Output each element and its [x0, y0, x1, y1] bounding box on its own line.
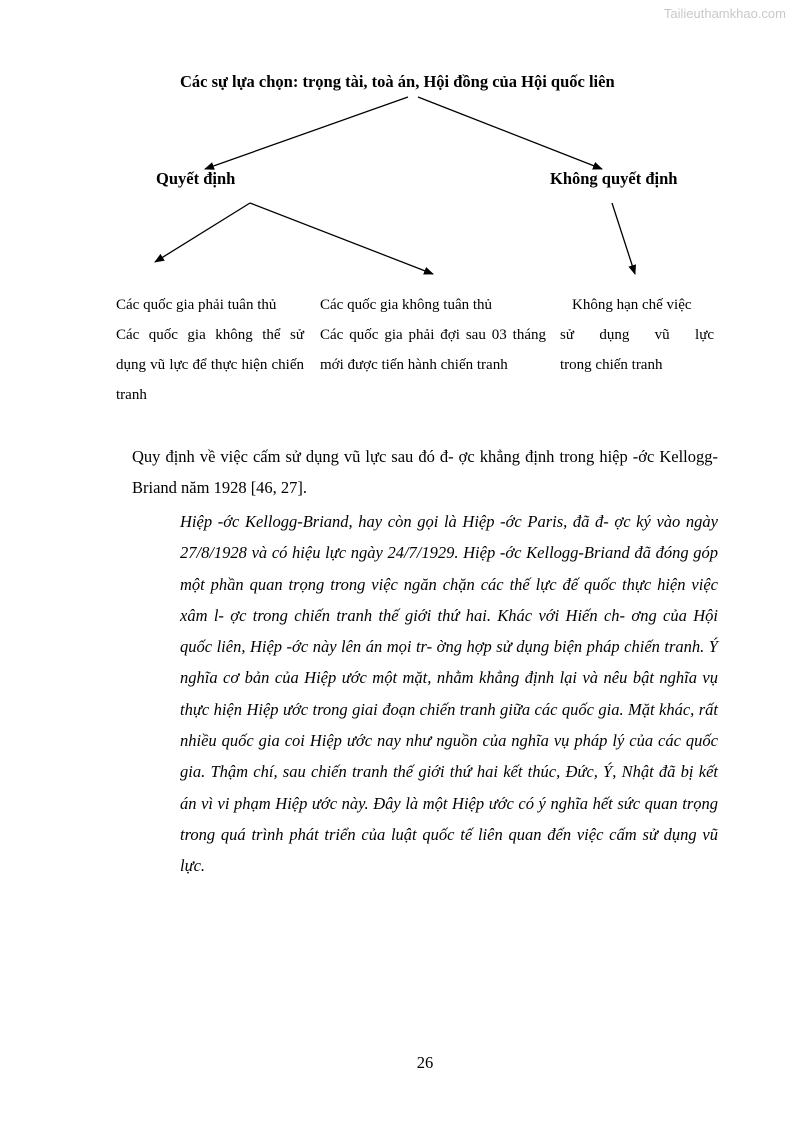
- outcome-box-not-comply-line-1: Các quốc gia không tuân thủ: [320, 297, 493, 313]
- outcome-box-comply: [116, 290, 304, 410]
- outcome-box-no-decision-line-1: Không hạn chế việc: [572, 297, 692, 313]
- outcome-box-no-decision-line-3: trong chiến tranh: [560, 357, 663, 373]
- outcome-box-no-decision: [560, 290, 714, 380]
- outcome-box-not-comply: [320, 290, 546, 380]
- arrow-to-khong-quyet-dinh: [418, 97, 602, 169]
- arrow-to-box-3: [612, 203, 635, 274]
- outcome-box-comply-line-1: Các quốc gia phải tuân thủ: [116, 297, 277, 313]
- quote-paragraph: Hiệp -ớc Kellogg-Briand, hay còn gọi là Hiệp -ớc Paris, đã đ- ợc ký vào ngày 27/8/1928 và có hiệu lực ngày 24/7/1929. Hiệp -ớc Kellogg-Briand đã đóng góp một phần quan trọng trong việc ngăn chặn các thế lực đế quốc thực hiện việc xâm l- ợc trong chiến tranh thế giới thứ hai. Khác với Hiến ch- ơng của Hội quốc liên, Hiệp -ớc này lên án mọi tr- ờng hợp sử dụng biện pháp chiến tranh. Ý nghĩa cơ bản của Hiệp ước một mặt, nhằm khẳng định lại và nêu bật nghĩa vụ thực hiện Hiệp ước trong giai đoạn chiến tranh giữa các quốc gia. Mặt khác, rất nhiều quốc gia coi Hiệp ước nay như nguồn của nghĩa vụ pháp lý của các quốc gia. Thậm chí, sau chiến tranh thế giới thứ hai kết thúc, Đức, Ý, Nhật đã bị kết án vì vi phạm Hiệp ước này. Đây là một Hiệp ước có ý nghĩa hết sức quan trọng trong quá trình phát triển của luật quốc tế liên quan đến việc cấm sử dụng vũ lực.: [180, 512, 718, 876]
- arrow-to-box-2: [250, 203, 433, 274]
- diagram-title: Các sự lựa chọn: trọng tài, toà án, Hội đồng của Hội quốc liên: [180, 72, 615, 91]
- arrow-to-quyet-dinh: [205, 97, 408, 169]
- body-paragraph: Quy định về việc cấm sử dụng vũ lực sau đó đ- ợc khẳng định trong hiệp -ớc Kellogg-Briand năm 1928 [46, 27].: [132, 447, 718, 497]
- outcome-box-no-decision-line-2: sử dụng vũ lực: [560, 327, 714, 343]
- outcome-box-comply-line-2: Các quốc gia không thể sử dụng vũ lực để thực hiện chiến tranh: [116, 327, 304, 403]
- branch-label-quyet-dinh: Quyết định: [156, 169, 236, 188]
- watermark: Tailieuthamkhao.com: [663, 6, 786, 21]
- branch-label-khong-quyet-dinh: Không quyết định: [550, 169, 678, 188]
- outcome-box-not-comply-line-2: Các quốc gia phải đợi sau 03 tháng mới được tiến hành chiến tranh: [320, 327, 546, 373]
- page-number: 26: [416, 1053, 434, 1072]
- arrow-to-box-1: [155, 203, 250, 262]
